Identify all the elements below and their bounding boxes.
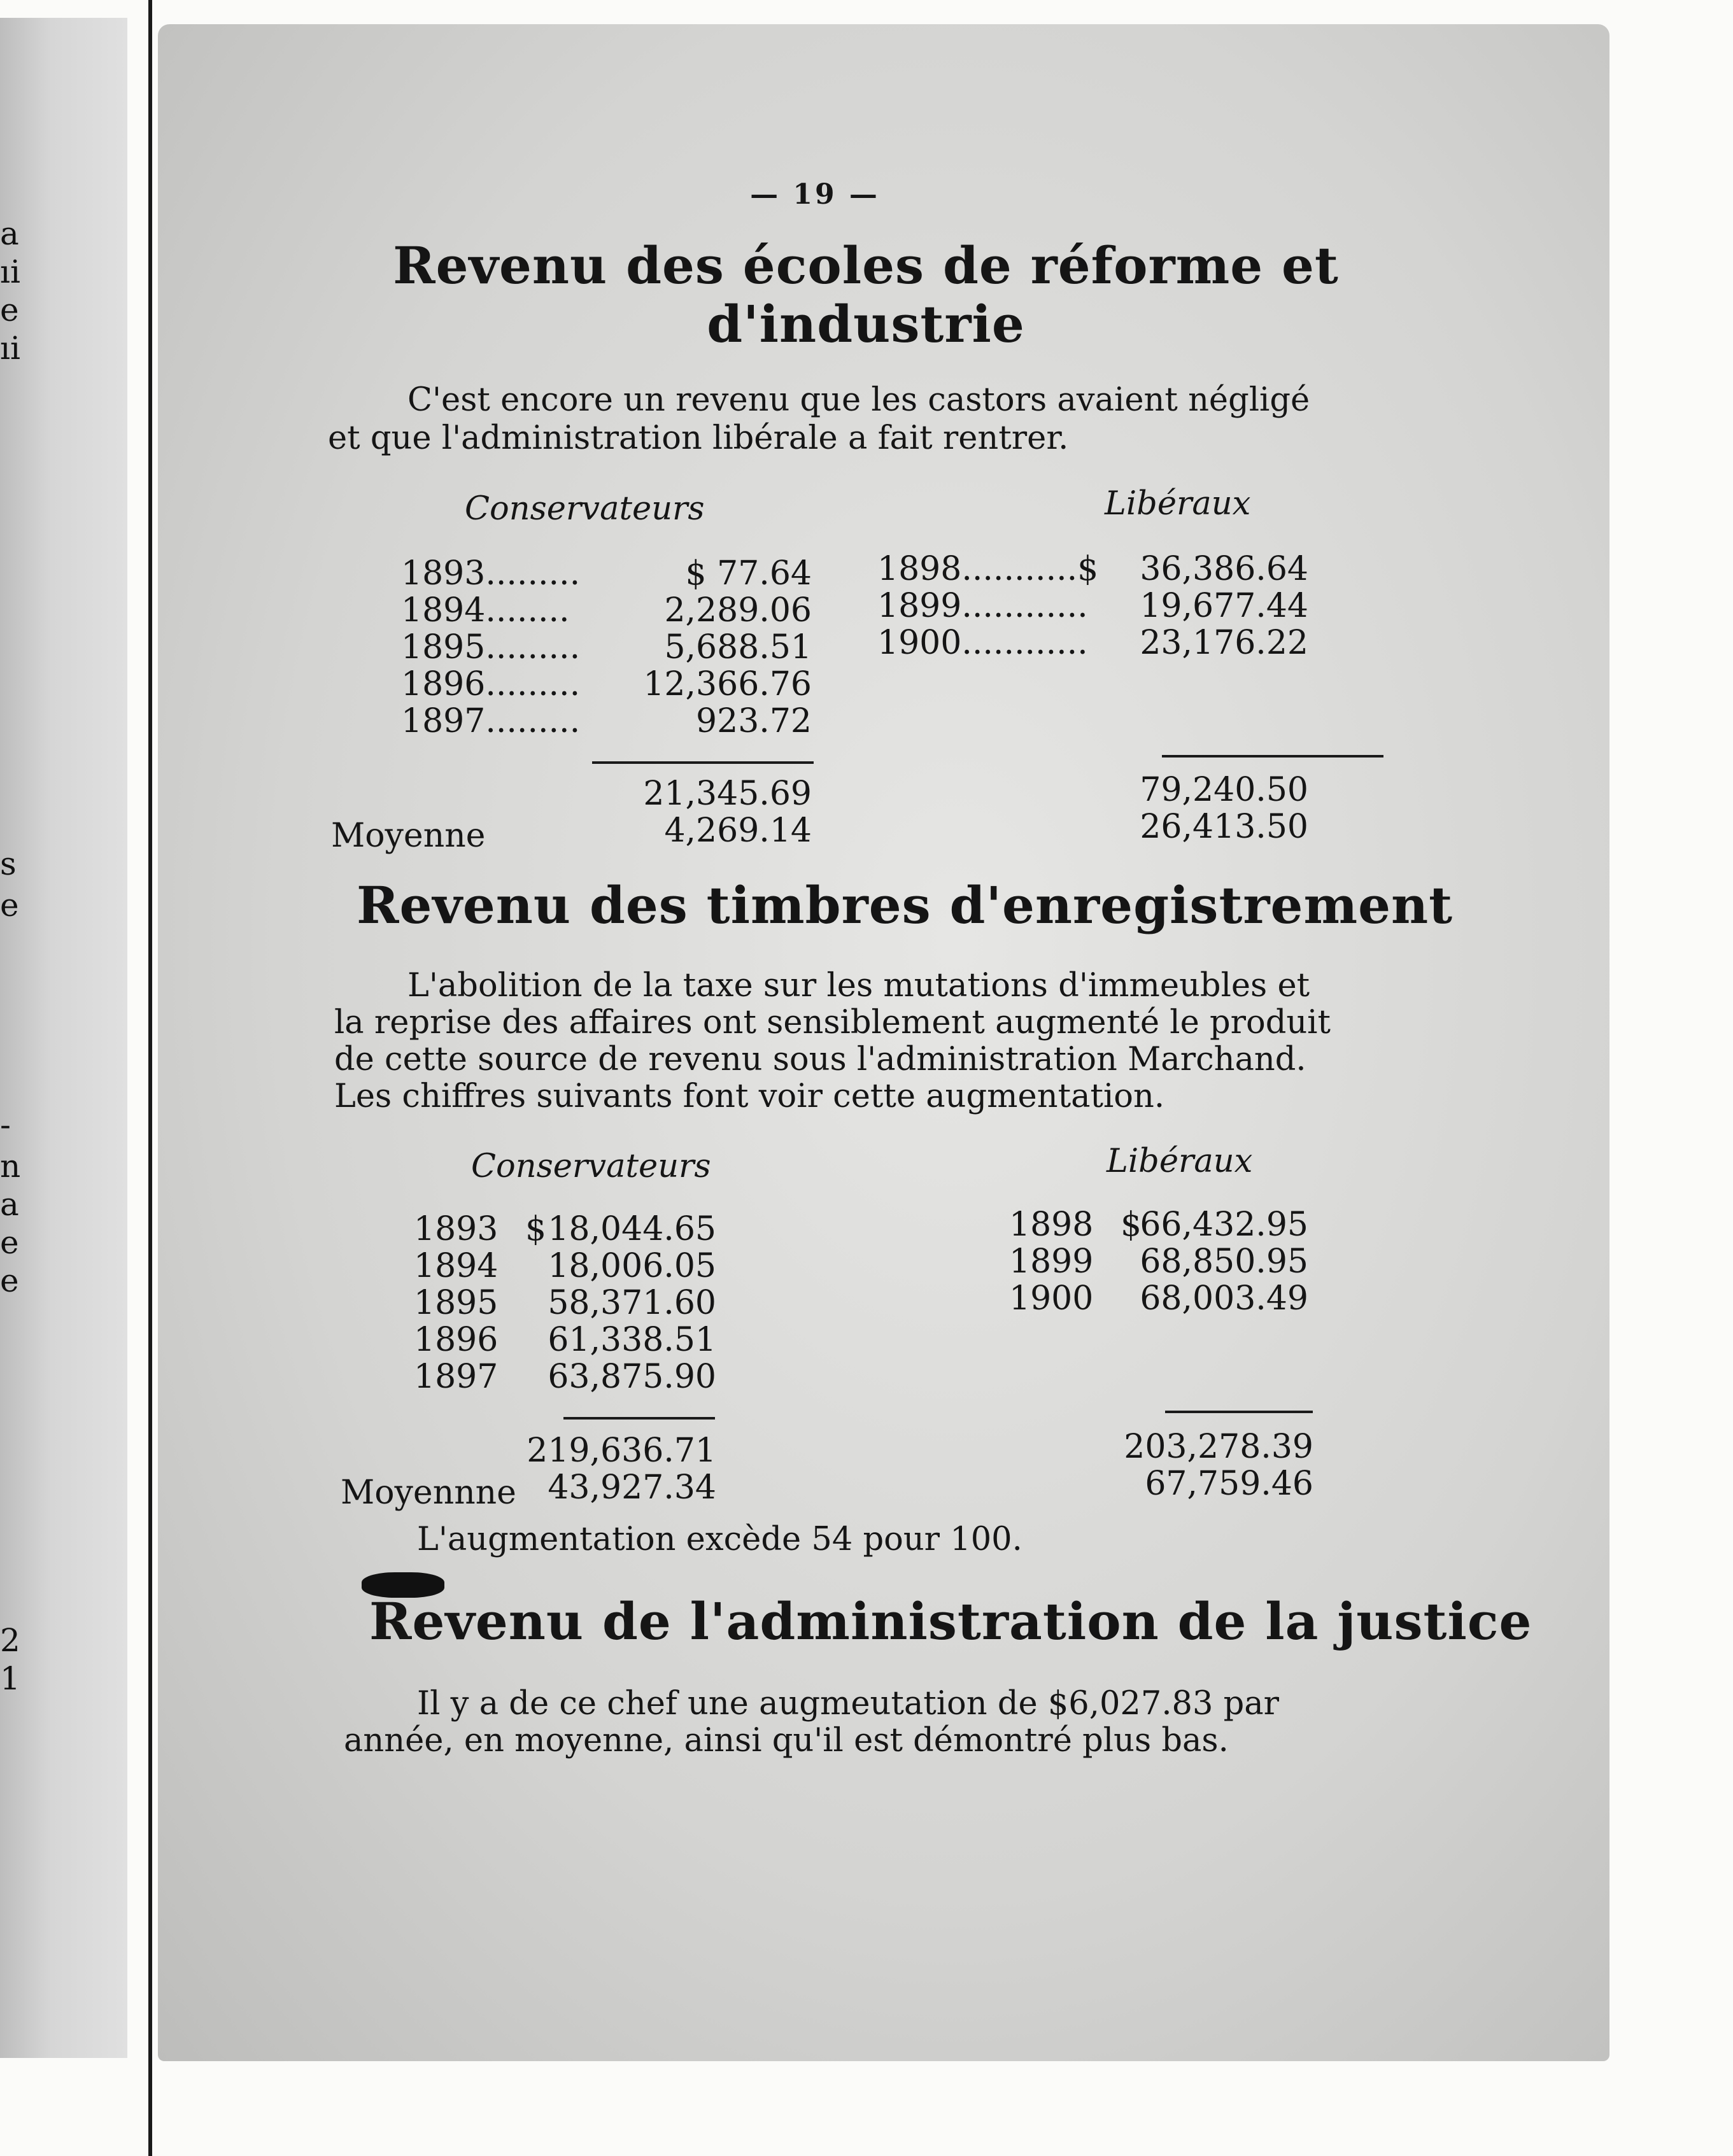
section1-lib-amount: 36,386.64 [1140, 550, 1308, 588]
section1-lib-amount: 23,176.22 [1140, 624, 1308, 662]
section1-cons-amount: 12,366.76 [643, 665, 812, 703]
section2-cons-year: 1893 [414, 1210, 499, 1248]
section1-lib-year: 1900............ [877, 624, 1088, 662]
section2-cons-amount: 63,875.90 [548, 1358, 716, 1396]
section1-lib-year: 1899............ [877, 587, 1088, 625]
section1-cons-total: 21,345.69 [643, 775, 812, 813]
left-page-fragment: 2 [0, 1622, 20, 1659]
section1-cons-average: 4,269.14 [664, 812, 812, 850]
section2-lib-total-rule [1165, 1411, 1313, 1413]
left-page-fragment: a [0, 215, 19, 252]
section1-title-line2: d'industrie [707, 294, 1025, 354]
section1-lib-total: 79,240.50 [1140, 771, 1308, 809]
left-page-fragment: e [0, 887, 19, 924]
section2-cons-average: 43,927.34 [548, 1469, 716, 1507]
book-gutter-line [148, 0, 152, 2156]
section1-paragraph-line2: et que l'administration libérale a fait rentrer. [328, 419, 1069, 457]
section1-cons-amount: 5,688.51 [664, 628, 812, 666]
section2-cons-year: 1895 [414, 1284, 499, 1322]
section1-lib-year: 1898...........$ [877, 550, 1099, 588]
section1-conservateurs-header: Conservateurs [465, 490, 705, 528]
section2-paragraph-line2: la reprise des affaires ont sensiblement augmenté le produit [334, 1004, 1331, 1041]
section1-moyenne-label: Moyenne [331, 817, 486, 855]
section2-paragraph-line3: de cette source de revenu sous l'administration Marchand. [334, 1041, 1306, 1078]
section2-lib-currency: $ [1121, 1206, 1142, 1244]
section1-cons-year: 1895......... [401, 628, 581, 666]
section2-lib-amount: 68,850.95 [1140, 1243, 1308, 1281]
section2-moyenne-label: Moyennne [341, 1474, 516, 1512]
section1-cons-year: 1894........ [401, 591, 570, 630]
left-page-fragment: 1 [0, 1660, 20, 1697]
left-page-fragment: e [0, 292, 19, 328]
section1-lib-amount: 19,677.44 [1140, 587, 1308, 625]
section2-cons-year: 1896 [414, 1321, 499, 1359]
left-page-fragment: a [0, 1186, 19, 1223]
section1-cons-year: 1896......... [401, 665, 581, 703]
section2-cons-currency: $ [525, 1210, 547, 1248]
section2-cons-amount: 18,006.05 [548, 1247, 716, 1285]
left-page-fragment: e [0, 1224, 19, 1261]
left-page-fragment: n [0, 1148, 21, 1185]
section1-liberaux-header: Libéraux [1105, 485, 1251, 523]
left-page-fragment: s [0, 845, 17, 882]
section2-paragraph-line4: Les chiffres suivants font voir cette augmentation. [334, 1078, 1165, 1115]
section2-lib-amount: 66,432.95 [1140, 1206, 1308, 1244]
section2-lib-average: 67,759.46 [1145, 1465, 1313, 1503]
section3-paragraph-line1: Il y a de ce chef une augmeutation de $6,027.83 par [417, 1685, 1280, 1723]
section2-cons-amount: 61,338.51 [548, 1321, 716, 1359]
left-page-fragment: ıi [0, 330, 20, 367]
page-number: — 19 — [750, 178, 880, 211]
section2-lib-amount: 68,003.49 [1140, 1279, 1308, 1318]
section1-title-line1: Revenu des écoles de réforme et [393, 236, 1339, 295]
section2-cons-total: 219,636.71 [527, 1432, 716, 1470]
section2-cons-total-rule [563, 1417, 715, 1420]
section1-cons-year: 1897......... [401, 702, 581, 740]
section2-cons-year: 1894 [414, 1247, 499, 1285]
section2-conservateurs-header: Conservateurs [471, 1148, 711, 1185]
section2-title: Revenu des timbres d'enregistrement [357, 875, 1454, 935]
section2-liberaux-header: Libéraux [1107, 1143, 1253, 1180]
section1-lib-total-rule [1162, 755, 1383, 757]
section1-cons-amount: 923.72 [696, 702, 812, 740]
left-page-fragment: e [0, 1262, 19, 1299]
left-page-fragment: - [0, 1106, 11, 1143]
section2-cons-amount: 58,371.60 [548, 1284, 716, 1322]
section2-lib-year: 1900 [1009, 1279, 1094, 1318]
section2-lib-year: 1899 [1009, 1243, 1094, 1281]
section1-lib-average: 26,413.50 [1140, 808, 1308, 846]
left-page-fragment: ıi [0, 253, 20, 290]
section1-paragraph-line1: C'est encore un revenu que les castors avaient négligé [407, 381, 1310, 419]
section1-cons-total-rule [592, 761, 814, 764]
section3-paragraph-line2: année, en moyenne, ainsi qu'il est démontré plus bas. [344, 1722, 1229, 1759]
section2-cons-year: 1897 [414, 1358, 499, 1396]
section1-cons-amount: $ 77.64 [685, 554, 812, 593]
section1-cons-year: 1893......... [401, 554, 581, 593]
section3-title: Revenu de l'administration de la justice [369, 1591, 1532, 1651]
section2-paragraph-line1: L'abolition de la taxe sur les mutations d'immeubles et [407, 967, 1310, 1004]
left-page-strip [0, 18, 127, 2058]
section2-increase-note: L'augmentation excède 54 pour 100. [417, 1521, 1022, 1558]
section2-lib-total: 203,278.39 [1124, 1428, 1313, 1466]
section1-cons-amount: 2,289.06 [664, 591, 812, 630]
section2-lib-year: 1898 [1009, 1206, 1094, 1244]
section2-cons-amount: 18,044.65 [548, 1210, 716, 1248]
